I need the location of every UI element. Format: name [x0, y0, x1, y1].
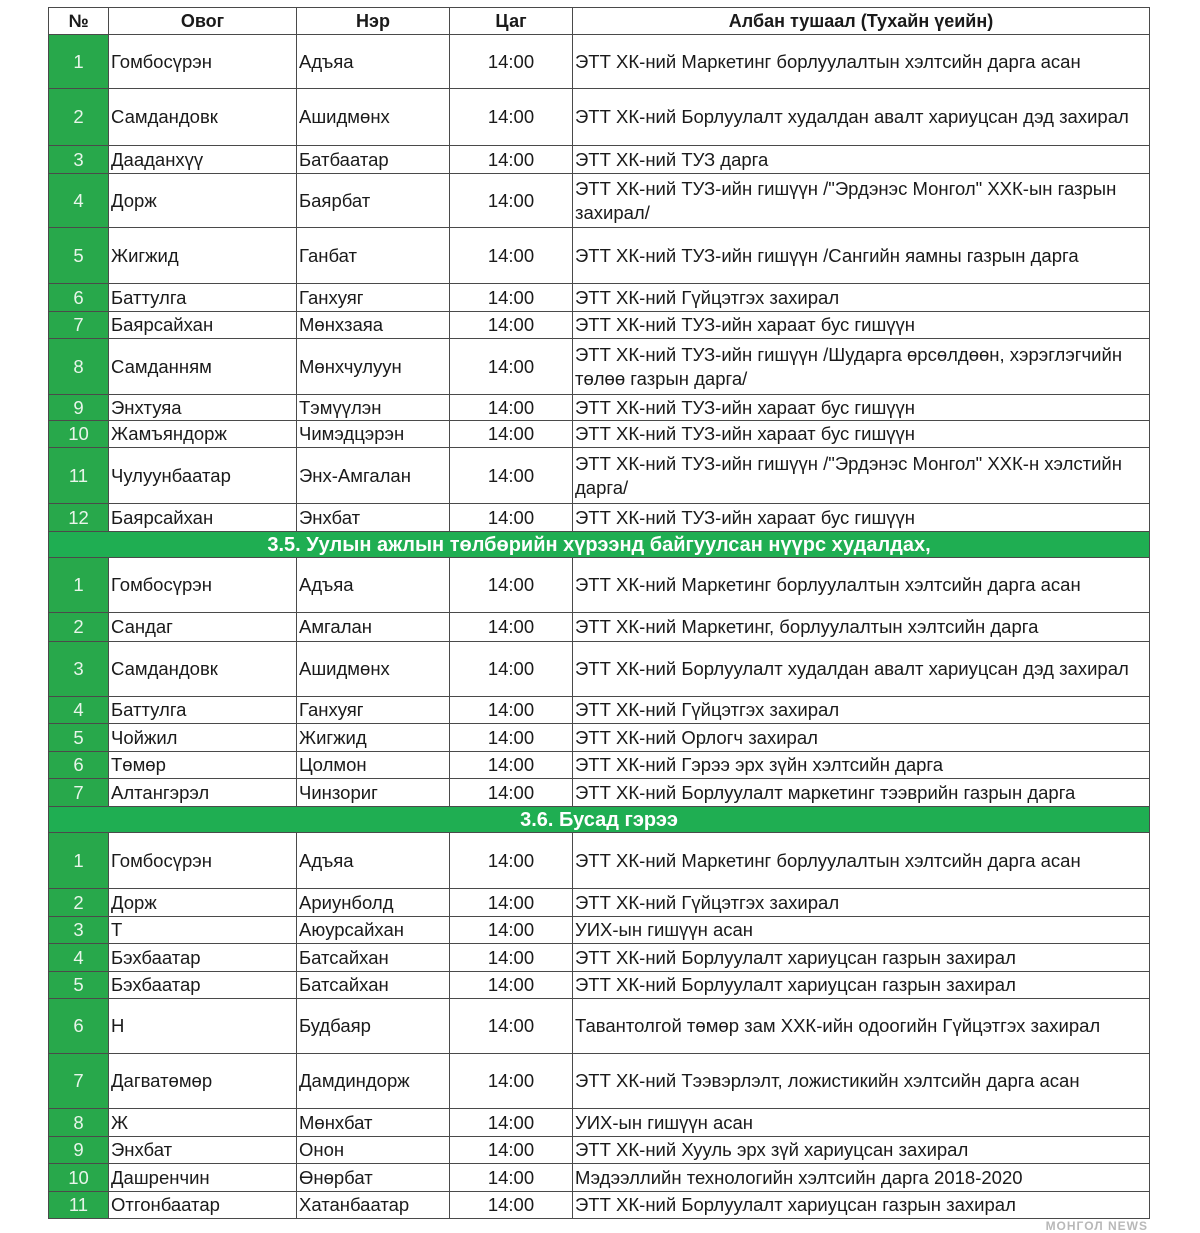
cell-no: 5: [49, 972, 109, 999]
cell-ovog: Энхбат: [109, 1137, 297, 1164]
table-row: [49, 917, 1150, 944]
cell-position: ЭТТ ХК-ний Орлогч захирал: [573, 724, 1150, 752]
cell-ner: Ашидмөнх: [297, 89, 450, 146]
cell-ovog: Дорж: [109, 889, 297, 917]
cell-ovog: Жамъяндорж: [109, 421, 297, 448]
cell-position: ЭТТ ХК-ний Хууль эрх зүй хариуцсан захирал: [573, 1137, 1150, 1164]
cell-ovog: Баярсайхан: [109, 312, 297, 339]
cell-position: ЭТТ ХК-ний Маркетинг, борлуулалтын хэлтсийн дарга: [573, 613, 1150, 642]
cell-tsag: 14:00: [450, 504, 573, 532]
table-row: [49, 395, 1150, 421]
cell-no: 4: [49, 174, 109, 228]
cell-no: 9: [49, 395, 109, 421]
table-row: [49, 421, 1150, 448]
cell-tsag: 14:00: [450, 89, 573, 146]
header-ovog: Овог: [109, 8, 297, 35]
cell-ner: Батсайхан: [297, 944, 450, 972]
cell-ner: Ариунболд: [297, 889, 450, 917]
cell-no: 4: [49, 944, 109, 972]
cell-no: 7: [49, 779, 109, 807]
cell-position: Тавантолгой төмөр зам ХХК-ийн одоогийн Гүйцэтгэх захирал: [573, 999, 1150, 1054]
cell-ovog: Дорж: [109, 174, 297, 228]
cell-ovog: Жигжид: [109, 228, 297, 284]
table-row: [49, 1054, 1150, 1109]
cell-tsag: 14:00: [450, 1109, 573, 1137]
section-title: 3.6. Бусад гэрээ: [49, 807, 1150, 833]
cell-position: ЭТТ ХК-ний Маркетинг борлуулалтын хэлтсийн дарга асан: [573, 558, 1150, 613]
cell-tsag: 14:00: [450, 752, 573, 779]
section-header-row: [49, 532, 1150, 558]
cell-tsag: 14:00: [450, 833, 573, 889]
table-row: [49, 228, 1150, 284]
cell-ner: Онон: [297, 1137, 450, 1164]
cell-position: ЭТТ ХК-ний Борлуулалт худалдан авалт хариуцсан дэд захирал: [573, 89, 1150, 146]
cell-no: 6: [49, 284, 109, 312]
cell-tsag: 14:00: [450, 448, 573, 504]
cell-ovog: Ж: [109, 1109, 297, 1137]
cell-no: 10: [49, 1164, 109, 1192]
cell-ovog: Гомбосүрэн: [109, 833, 297, 889]
cell-ovog: Баярсайхан: [109, 504, 297, 532]
table-row: [49, 697, 1150, 724]
cell-no: 7: [49, 1054, 109, 1109]
cell-no: 5: [49, 228, 109, 284]
table-row: [49, 558, 1150, 613]
cell-ovog: Дааданхүү: [109, 146, 297, 174]
cell-ovog: Алтангэрэл: [109, 779, 297, 807]
cell-ner: Батсайхан: [297, 972, 450, 999]
cell-no: 2: [49, 89, 109, 146]
cell-position: ЭТТ ХК-ний ТУЗ-ийн гишүүн /"Эрдэнэс Монгол" ХХК-н хэлстийн дарга/: [573, 448, 1150, 504]
cell-position: ЭТТ ХК-ний Борлуулалт хариуцсан газрын захирал: [573, 944, 1150, 972]
cell-no: 1: [49, 833, 109, 889]
table-row: [49, 752, 1150, 779]
table-row: [49, 833, 1150, 889]
cell-ovog: Т: [109, 917, 297, 944]
cell-ovog: Отгонбаатар: [109, 1192, 297, 1219]
cell-tsag: 14:00: [450, 944, 573, 972]
cell-tsag: 14:00: [450, 1054, 573, 1109]
cell-tsag: 14:00: [450, 1192, 573, 1219]
header-no: №: [49, 8, 109, 35]
cell-no: 2: [49, 613, 109, 642]
cell-position: ЭТТ ХК-ний Борлуулалт хариуцсан газрын захирал: [573, 972, 1150, 999]
cell-no: 1: [49, 558, 109, 613]
cell-position: ЭТТ ХК-ний ТУЗ дарга: [573, 146, 1150, 174]
cell-position: ЭТТ ХК-ний ТУЗ-ийн гишүүн /Сангийн яамны газрын дарга: [573, 228, 1150, 284]
cell-ovog: Бэхбаатар: [109, 944, 297, 972]
cell-position: ЭТТ ХК-ний ТУЗ-ийн хараат бус гишүүн: [573, 312, 1150, 339]
cell-ner: Ашидмөнх: [297, 642, 450, 697]
table-header-row: [49, 8, 1150, 35]
table-row: [49, 339, 1150, 395]
cell-no: 12: [49, 504, 109, 532]
cell-ner: Будбаяр: [297, 999, 450, 1054]
table-row: [49, 284, 1150, 312]
table-row: [49, 889, 1150, 917]
table-row: [49, 312, 1150, 339]
cell-tsag: 14:00: [450, 312, 573, 339]
table-row: [49, 944, 1150, 972]
table-row: [49, 1137, 1150, 1164]
table-row: [49, 724, 1150, 752]
cell-ner: Энхбат: [297, 504, 450, 532]
cell-ner: Ганхуяг: [297, 284, 450, 312]
cell-tsag: 14:00: [450, 228, 573, 284]
cell-position: ЭТТ ХК-ний Маркетинг борлуулалтын хэлтсийн дарга асан: [573, 35, 1150, 89]
cell-position: ЭТТ ХК-ний Борлуулалт худалдан авалт хариуцсан дэд захирал: [573, 642, 1150, 697]
cell-ner: Чимэдцэрэн: [297, 421, 450, 448]
table-row: [49, 1192, 1150, 1219]
table-row: [49, 504, 1150, 532]
cell-position: ЭТТ ХК-ний ТУЗ-ийн хараат бус гишүүн: [573, 421, 1150, 448]
watermark-logo: МОНГОЛ NEWS: [1045, 1219, 1148, 1233]
cell-ovog: Дашренчин: [109, 1164, 297, 1192]
header-ner: Нэр: [297, 8, 450, 35]
cell-no: 6: [49, 752, 109, 779]
cell-ner: Хатанбаатар: [297, 1192, 450, 1219]
cell-position: ЭТТ ХК-ний Маркетинг борлуулалтын хэлтсийн дарга асан: [573, 833, 1150, 889]
cell-position: ЭТТ ХК-ний ТУЗ-ийн хараат бус гишүүн: [573, 395, 1150, 421]
cell-ner: Цолмон: [297, 752, 450, 779]
cell-tsag: 14:00: [450, 146, 573, 174]
cell-ner: Батбаатар: [297, 146, 450, 174]
cell-tsag: 14:00: [450, 421, 573, 448]
table-row: [49, 1164, 1150, 1192]
cell-no: 7: [49, 312, 109, 339]
table-row: [49, 779, 1150, 807]
cell-tsag: 14:00: [450, 972, 573, 999]
cell-tsag: 14:00: [450, 917, 573, 944]
cell-ner: Чинзориг: [297, 779, 450, 807]
cell-ner: Өнөрбат: [297, 1164, 450, 1192]
cell-no: 3: [49, 642, 109, 697]
cell-ovog: Н: [109, 999, 297, 1054]
cell-ner: Тэмүүлэн: [297, 395, 450, 421]
table-row: [49, 146, 1150, 174]
cell-position: ЭТТ ХК-ний ТУЗ-ийн гишүүн /"Эрдэнэс Монгол" ХХК-ын газрын захирал/: [573, 174, 1150, 228]
table-row: [49, 972, 1150, 999]
cell-no: 3: [49, 917, 109, 944]
cell-ovog: Самдандовк: [109, 642, 297, 697]
section-header-row: [49, 807, 1150, 833]
cell-no: 1: [49, 35, 109, 89]
cell-ovog: Самданням: [109, 339, 297, 395]
cell-ovog: Дагватөмөр: [109, 1054, 297, 1109]
cell-tsag: 14:00: [450, 1137, 573, 1164]
table-row: [49, 1109, 1150, 1137]
cell-ner: Мөнхчулуун: [297, 339, 450, 395]
cell-ovog: Баттулга: [109, 284, 297, 312]
cell-ovog: Сандаг: [109, 613, 297, 642]
cell-tsag: 14:00: [450, 339, 573, 395]
cell-position: ЭТТ ХК-ний Гэрээ эрх зүйн хэлтсийн дарга: [573, 752, 1150, 779]
table-body: [49, 35, 1150, 1219]
cell-tsag: 14:00: [450, 697, 573, 724]
table-row: [49, 174, 1150, 228]
cell-ovog: Самдандовк: [109, 89, 297, 146]
cell-ovog: Гомбосүрэн: [109, 35, 297, 89]
cell-no: 8: [49, 1109, 109, 1137]
cell-no: 11: [49, 1192, 109, 1219]
cell-position: ЭТТ ХК-ний Тээвэрлэлт, ложистикийн хэлтсийн дарга асан: [573, 1054, 1150, 1109]
cell-position: ЭТТ ХК-ний Гүйцэтгэх захирал: [573, 284, 1150, 312]
cell-ner: Адъяа: [297, 558, 450, 613]
table-row: [49, 89, 1150, 146]
cell-tsag: 14:00: [450, 35, 573, 89]
cell-ner: Энх-Амгалан: [297, 448, 450, 504]
cell-ovog: Чойжил: [109, 724, 297, 752]
table-row: [49, 448, 1150, 504]
cell-position: ЭТТ ХК-ний ТУЗ-ийн хараат бус гишүүн: [573, 504, 1150, 532]
cell-tsag: 14:00: [450, 999, 573, 1054]
cell-no: 9: [49, 1137, 109, 1164]
cell-tsag: 14:00: [450, 642, 573, 697]
cell-ner: Жигжид: [297, 724, 450, 752]
cell-position: Мэдээллийн технологийн хэлтсийн дарга 2018-2020: [573, 1164, 1150, 1192]
cell-position: УИХ-ын гишүүн асан: [573, 1109, 1150, 1137]
cell-position: ЭТТ ХК-ний Борлуулалт маркетинг тээврийн газрын дарга: [573, 779, 1150, 807]
cell-ner: Дамдиндорж: [297, 1054, 450, 1109]
cell-ner: Адъяа: [297, 35, 450, 89]
table-row: [49, 35, 1150, 89]
cell-no: 4: [49, 697, 109, 724]
cell-no: 6: [49, 999, 109, 1054]
section-title: 3.5. Уулын ажлын төлбөрийн хүрээнд байгуулсан нүүрс худалдах,: [49, 532, 1150, 558]
table-row: [49, 613, 1150, 642]
cell-tsag: 14:00: [450, 558, 573, 613]
cell-ovog: Баттулга: [109, 697, 297, 724]
cell-tsag: 14:00: [450, 284, 573, 312]
cell-tsag: 14:00: [450, 1164, 573, 1192]
cell-ner: Мөнхбат: [297, 1109, 450, 1137]
cell-no: 8: [49, 339, 109, 395]
cell-tsag: 14:00: [450, 395, 573, 421]
cell-ovog: Чулуунбаатар: [109, 448, 297, 504]
cell-no: 11: [49, 448, 109, 504]
cell-tsag: 14:00: [450, 779, 573, 807]
cell-ner: Амгалан: [297, 613, 450, 642]
cell-no: 2: [49, 889, 109, 917]
officials-table: [48, 7, 1150, 1219]
cell-no: 10: [49, 421, 109, 448]
cell-ovog: Энхтуяа: [109, 395, 297, 421]
cell-ovog: Төмөр: [109, 752, 297, 779]
header-tsag: Цаг: [450, 8, 573, 35]
cell-position: ЭТТ ХК-ний Борлуулалт хариуцсан газрын захирал: [573, 1192, 1150, 1219]
cell-tsag: 14:00: [450, 724, 573, 752]
cell-tsag: 14:00: [450, 889, 573, 917]
cell-ovog: Бэхбаатар: [109, 972, 297, 999]
cell-tsag: 14:00: [450, 613, 573, 642]
cell-position: ЭТТ ХК-ний ТУЗ-ийн гишүүн /Шударга өрсөлдөөн, хэрэглэгчийн төлөө газрын дарга/: [573, 339, 1150, 395]
cell-ovog: Гомбосүрэн: [109, 558, 297, 613]
cell-position: ЭТТ ХК-ний Гүйцэтгэх захирал: [573, 889, 1150, 917]
cell-no: 3: [49, 146, 109, 174]
cell-position: УИХ-ын гишүүн асан: [573, 917, 1150, 944]
table-row: [49, 642, 1150, 697]
cell-no: 5: [49, 724, 109, 752]
cell-ner: Мөнхзаяа: [297, 312, 450, 339]
cell-ner: Ганхуяг: [297, 697, 450, 724]
cell-ner: Аюурсайхан: [297, 917, 450, 944]
table-row: [49, 999, 1150, 1054]
header-position: Албан тушаал (Тухайн үеийн): [573, 8, 1150, 35]
cell-ner: Адъяа: [297, 833, 450, 889]
cell-ner: Ганбат: [297, 228, 450, 284]
cell-position: ЭТТ ХК-ний Гүйцэтгэх захирал: [573, 697, 1150, 724]
cell-tsag: 14:00: [450, 174, 573, 228]
cell-ner: Баярбат: [297, 174, 450, 228]
